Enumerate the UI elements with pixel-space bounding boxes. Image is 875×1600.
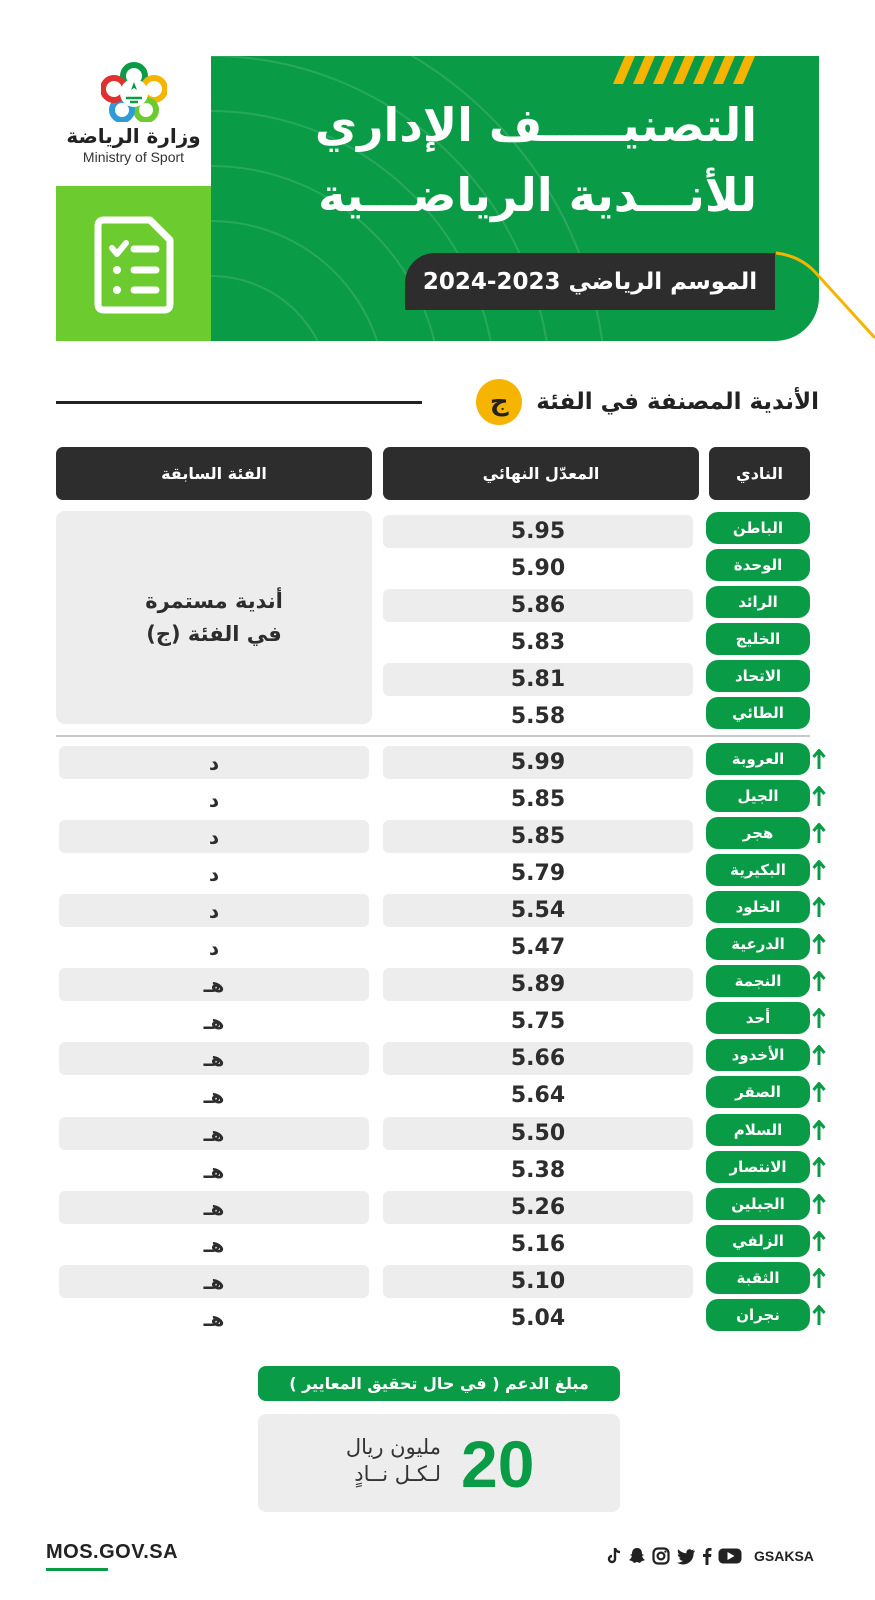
previous-category: د [208,861,220,886]
previous-category: هـ [203,1009,225,1034]
arrow-up-icon [810,780,828,812]
ministry-emblem-icon [101,60,167,122]
final-score: 5.83 [510,630,566,655]
final-score: 5.50 [383,1117,693,1150]
final-score: 5.66 [383,1042,693,1075]
previous-category: هـ [59,1117,369,1150]
club-name: الصقر [706,1076,810,1108]
previous-category: هـ [59,1191,369,1224]
arrow-up-icon [810,817,828,849]
arrow-up-icon [810,1114,828,1146]
club-name: الزلفي [706,1225,810,1257]
club-name: الأخدود [706,1039,810,1071]
club-name: الثقبة [706,1262,810,1294]
arrow-up-icon [810,965,828,997]
previous-category: د [59,894,369,927]
arrow-up-icon [810,1299,828,1331]
arrow-up-icon [810,1151,828,1183]
club-name: الخليج [706,623,810,655]
final-score: 5.47 [510,935,566,960]
facebook-icon[interactable] [702,1547,712,1565]
previous-category: هـ [59,1042,369,1075]
support-unit [346,1434,441,1488]
title-banner [211,56,819,341]
club-name: الدرعية [706,928,810,960]
final-score: 5.79 [510,861,566,886]
social-links [606,1544,814,1568]
continuing-note-line2: في الفئة (ج) [146,621,282,646]
website-underline [46,1568,108,1571]
club-name: الوحدة [706,549,810,581]
arrow-up-icon [810,928,828,960]
club-name: الطائي [706,697,810,729]
club-name: الخلود [706,891,810,923]
website-link[interactable]: MOS.GOV.SA [46,1541,179,1563]
club-name: النجمة [706,965,810,997]
instagram-icon[interactable] [652,1547,670,1565]
checklist-icon [90,214,178,314]
support-unit-line1: مليون ريال [345,1435,441,1459]
final-score: 5.54 [383,894,693,927]
previous-category: د [59,746,369,779]
club-name: نجران [706,1299,810,1331]
final-score: 5.64 [510,1083,566,1108]
youtube-icon[interactable] [718,1547,742,1565]
previous-category: هـ [203,1158,225,1183]
page-title-line2: للأنـــدية الرياضـــية [318,168,757,222]
club-name: هجر [706,817,810,849]
arrow-up-icon [810,1262,828,1294]
arrow-up-icon [810,854,828,886]
final-score: 5.90 [510,556,566,581]
final-score: 5.81 [383,663,693,696]
final-score: 5.58 [510,704,566,729]
column-header-score: المعدّل النهائي [383,447,699,500]
club-name: الرائد [706,586,810,618]
ministry-logo [56,60,211,187]
category-badge: ج [476,379,522,425]
final-score: 5.16 [510,1232,566,1257]
continuing-clubs-note [56,511,372,724]
continuing-note-line1: أندية مستمرة [145,588,283,613]
club-name: السلام [706,1114,810,1146]
previous-category: د [59,820,369,853]
club-name: الجيل [706,780,810,812]
final-score: 5.04 [510,1306,566,1331]
final-score: 5.85 [510,787,566,812]
final-score: 5.95 [383,515,693,548]
support-label: مبلغ الدعم ( في حال تحقيق المعايير ) [258,1366,620,1401]
column-header-previous: الفئة السابقة [56,447,372,500]
club-name: الاتحاد [706,660,810,692]
club-name: أحد [706,1002,810,1034]
section-heading [476,380,819,424]
club-name: البكيرية [706,854,810,886]
final-score: 5.89 [383,968,693,1001]
previous-category: هـ [59,1265,369,1298]
arrow-up-icon [810,1076,828,1108]
club-name: الجبلين [706,1188,810,1220]
previous-category: هـ [203,1306,225,1331]
club-name: الانتصار [706,1151,810,1183]
brand-name-ar: وزارة الرياضة [66,124,201,148]
twitter-icon[interactable] [676,1548,696,1565]
table-divider [56,735,810,737]
arrow-up-icon [810,743,828,775]
previous-category: هـ [203,1083,225,1108]
section-divider [56,401,422,404]
snapchat-icon[interactable] [628,1547,646,1565]
final-score: 5.38 [510,1158,566,1183]
page-title-line1: التصنيـــــف الإداري [314,98,757,152]
arrow-up-icon [810,1039,828,1071]
final-score: 5.99 [383,746,693,779]
column-header-club: النادي [709,447,810,500]
previous-category: هـ [203,1232,225,1257]
club-name: العروبة [706,743,810,775]
final-score: 5.10 [383,1265,693,1298]
hazard-stripes-decoration [613,56,763,84]
final-score: 5.75 [510,1009,566,1034]
previous-category: د [208,935,220,960]
brand-name-en: Ministry of Sport [82,149,185,165]
previous-category: د [208,787,220,812]
arrow-up-icon [810,1002,828,1034]
final-score: 5.86 [383,589,693,622]
season-label: الموسم الرياضي 2023-2024 [405,253,775,310]
header-icon-block [56,186,211,341]
arrow-up-icon [810,1225,828,1257]
social-handle[interactable]: GSAKSA [754,1548,814,1564]
support-amount: 20 [461,1427,535,1501]
section-title: الأندية المصنفة في الفئة [536,389,819,415]
support-unit-line2: لـكـل نــادٍ [354,1462,441,1486]
arrow-up-icon [810,1188,828,1220]
final-score: 5.85 [383,820,693,853]
final-score: 5.26 [383,1191,693,1224]
club-name: الباطن [706,512,810,544]
previous-category: هـ [59,968,369,1001]
arrow-up-icon [810,891,828,923]
tiktok-icon[interactable] [606,1547,622,1565]
